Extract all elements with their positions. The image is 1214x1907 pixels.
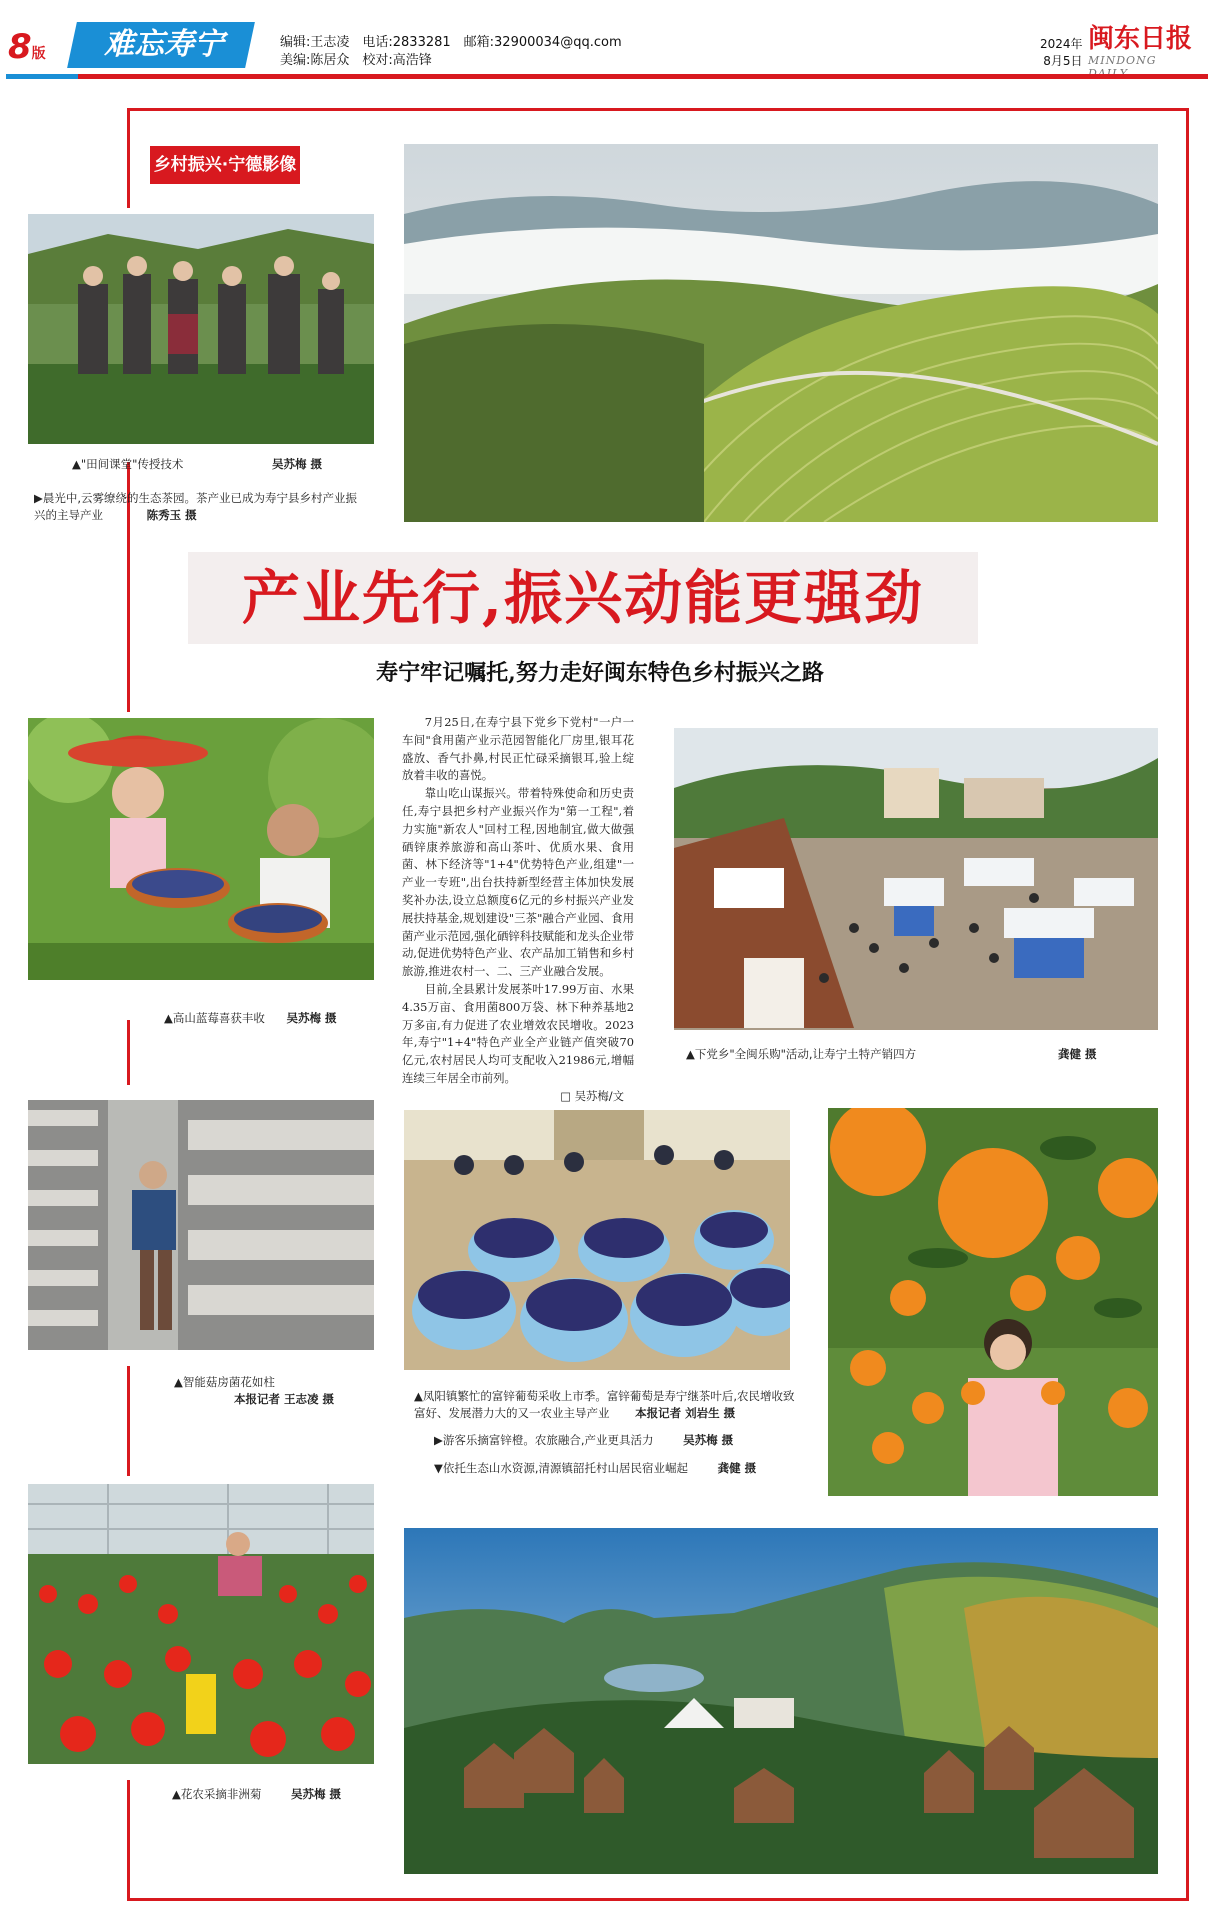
caption-tea-garden [34,490,364,524]
caption-credit: 本报记者 刘岩生 摄 [635,1406,736,1420]
caption-credit: 本报记者 王志凌 摄 [234,1392,335,1406]
caption-text: ▲高山蓝莓喜获丰收 [164,1011,265,1025]
caption-text: ▶游客乐摘富锌橙。农旅融合,产业更具活力 [434,1433,654,1447]
issue-date [1040,36,1083,70]
caption-text: ▲下党乡"全闽乐购"活动,让寿宁土特产销四方 [686,1047,917,1061]
masthead-en: MINDONG [1088,54,1157,67]
page-number: 8版 [8,27,46,67]
article-byline: □ 吴苏梅/文 [560,1088,624,1103]
photo-mushroom-room [28,1100,374,1350]
photo-orange-picking [828,1108,1158,1496]
caption-orange [434,1432,794,1449]
caption-text: ▲智能菇房菌花如柱 [174,1375,275,1389]
caption-credit: 吴苏梅 摄 [272,457,323,471]
frame-left-rule [127,1020,130,1085]
caption-text: ▲凤阳镇繁忙的富锌葡萄采收上市季。富锌葡萄是寿宁继茶叶后,农民增收致富好、发展潜力大的又一农业主导产业 [414,1389,795,1420]
photo-gerbera-greenhouse [28,1484,374,1764]
caption-credit: 吴苏梅 摄 [683,1433,734,1447]
caption-blueberry [164,1010,364,1027]
photo-field-class [28,214,374,444]
photo-tea-terraces [404,144,1158,522]
caption-grape [414,1388,798,1422]
caption-credit: 龚健 摄 [717,1461,757,1475]
frame-bottom-rule [127,1898,1189,1901]
caption-credit: 吴苏梅 摄 [286,1011,337,1025]
article-paragraph-1: 7月25日,在寿宁县下党乡下党村"一户一车间"食用菌产业示范园智能化厂房里,银耳花盛放、香气扑鼻,村民正忙碌采摘银耳,验上绽放着丰收的喜悦。 [402,715,634,783]
credits-line-2: 美编:陈居众 校对:高浩锋 [280,53,432,68]
page-subheadline: 寿宁牢记嘱托,努力走好闽东特色乡村振兴之路 [376,660,824,686]
caption-text: ▲"田间课堂"传授技术 [72,457,184,471]
caption-mushroom [174,1374,374,1408]
masthead-cn: 闽东日报 [1088,24,1193,54]
caption-credit: 陈秀玉 摄 [146,508,197,522]
caption-market [686,1046,1106,1063]
frame-top-rule [127,108,1189,111]
credits-line-1: 编辑:王志凌 电话:2833281 邮箱:32900034@qq.com [280,35,622,50]
frame-left-rule [127,1366,130,1476]
section-tag: 乡村振兴·宁德影像 [150,146,300,184]
article-paragraph-3: 目前,全县累计发展茶叶17.99万亩、水果4.35万亩、食用菌800万袋、林下种养基地2万多亩,有力促进了农业增效农民增收。2023年,寿宁"1+4"特色产业全产业链产值突破70亿元,农村居民人均可支配收入21986元,增幅连续三年居全市前列。 [402,981,634,1085]
caption-credit: 吴苏梅 摄 [291,1787,342,1801]
photo-mountain-homestay [404,1528,1158,1874]
photo-market-event [674,728,1158,1030]
frame-left-rule [127,1780,130,1900]
caption-text: ▼依托生态山水资源,清源镇韶托村山居民宿业崛起 [434,1461,688,1475]
issue-day: 8月5日 [1043,54,1083,68]
editor-credits [280,34,622,70]
caption-text: ▲花农采摘非洲菊 [172,1787,262,1801]
header-rule-red [78,74,1208,79]
frame-left-rule [127,108,130,208]
article-body [402,714,634,1106]
caption-credit: 龚健 摄 [1058,1047,1097,1061]
caption-flower [172,1786,372,1803]
caption-text: ▶晨光中,云雾缭绕的生态茶园。茶产业已成为寿宁县乡村产业振兴的主导产业 [34,491,357,522]
caption-field-class [72,456,332,473]
article-paragraph-2: 靠山吃山谋振兴。带着特殊使命和历史责任,寿宁县把乡村产业振兴作为"第一工程",着力实施"新农人"回村工程,因地制宜,做大做强硒锌康养旅游和高山茶叶、优质水果、食用菌、林下经济等"1+4"优势特色产业,组建"一产业一专班",出台扶持新型经营主体加快发展奖补办法,设立总额度6亿元的乡村振兴产业发展扶持基金,规划建设"三茶"融合产业园、食用菌产业示范园,强化硒锌科技赋能和龙头企业带动,促进优势特色产业、农产品加工销售和乡村旅游,推进农村一、二、三产业融合发展。 [402,786,634,979]
caption-village [434,1460,794,1477]
page-headline: 产业先行,振兴动能更强劲 [241,564,925,632]
issue-year: 2024年 [1040,37,1083,51]
photo-grape-harvest [404,1110,790,1370]
masthead-logo [1088,24,1198,80]
headline-box [188,552,978,644]
photo-blueberry-harvest [28,718,374,980]
column-title: 难忘寿宁 [73,22,255,68]
frame-right-rule [1186,108,1189,1900]
